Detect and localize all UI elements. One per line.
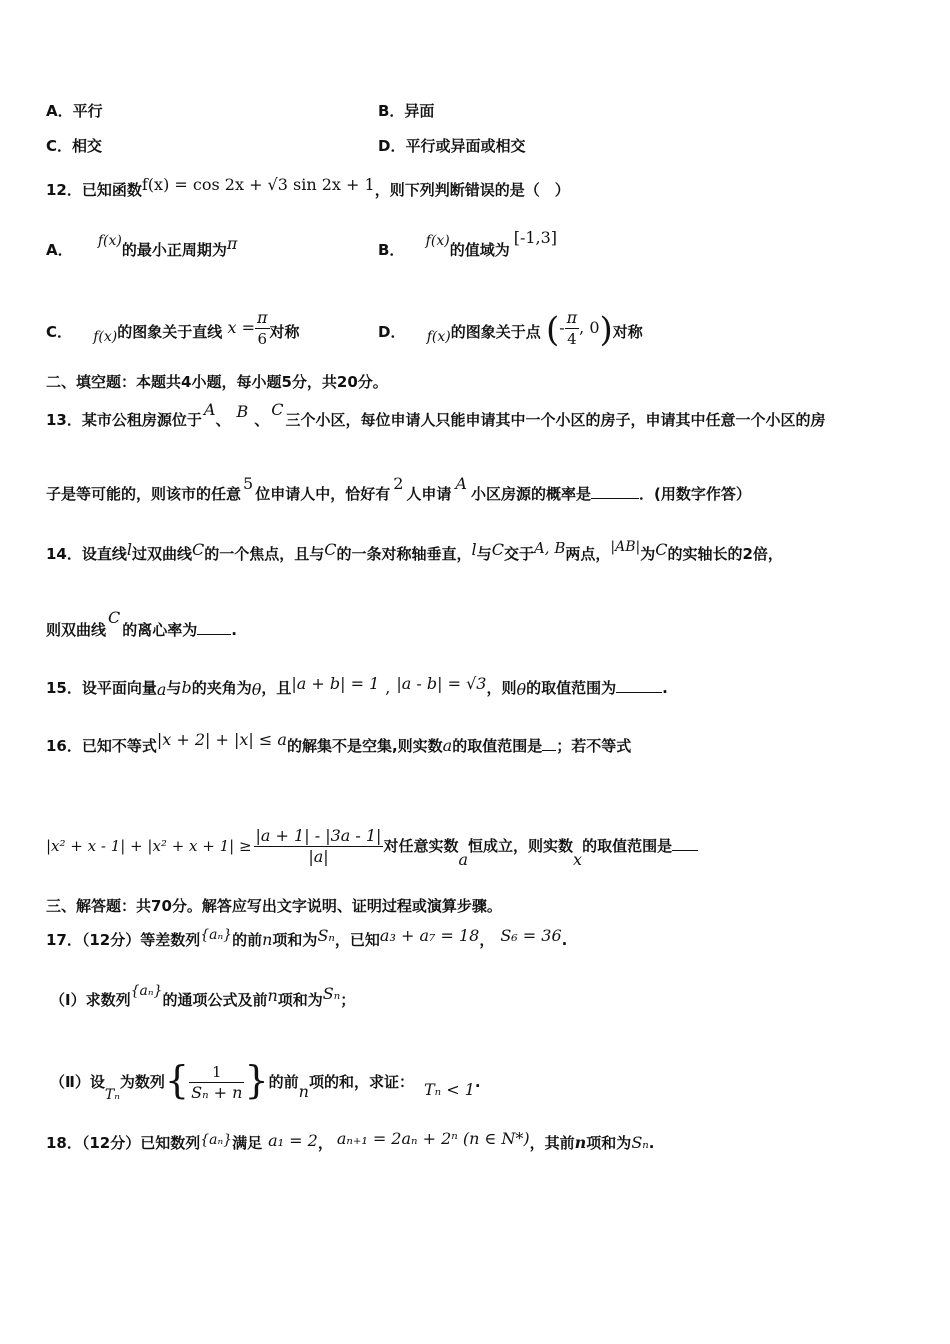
q12-c-label: C．	[46, 323, 73, 341]
q17-part2	[50, 1058, 481, 1103]
q17-p2-text-1: （Ⅱ）设	[50, 1073, 105, 1091]
q13-text-2: 三个小区，每位申请人只能申请其中一个小区的房子，申请其中任意一个小区的房	[285, 411, 826, 429]
q12-d-lparen: (	[545, 310, 560, 350]
q17-part1	[50, 983, 356, 1011]
q17-text-5: ，	[479, 931, 495, 949]
q13-text-7: ．(用数字作答）	[639, 485, 751, 503]
q13-text-3: 子是等可能的，则该市的任意	[46, 485, 242, 503]
q17-p1-text-2: 的通项公式及前	[162, 991, 268, 1009]
q12-d-minus: -	[559, 318, 565, 337]
q17-text-2: 的前	[232, 931, 263, 949]
q17-p2-lbrace: {	[164, 1058, 190, 1102]
q14-var-c5: C	[108, 608, 121, 627]
q14-text-5: 与	[476, 545, 492, 563]
q12-d-denominator: 4	[567, 330, 577, 348]
q18-text-6: .	[648, 1134, 655, 1152]
q14-abs-ab: |AB|	[610, 539, 641, 555]
q13-var-a2: A	[455, 474, 467, 493]
q15-var-theta: θ	[251, 680, 262, 699]
q18-eq-2: aₙ₊₁ = 2aₙ + 2ⁿ (n ∈ N*)	[336, 1129, 530, 1148]
q13-text-6: 小区房源的概率是	[470, 485, 591, 503]
q12-option-c	[46, 308, 300, 353]
q17-p2-var-n: n	[298, 1082, 309, 1101]
q17-var-n: n	[262, 930, 273, 949]
q13-line1	[46, 400, 826, 430]
q13-text-5: 人申请	[406, 485, 452, 503]
q14-var-c3: C	[491, 540, 504, 559]
q15-var-theta2: θ	[516, 680, 527, 699]
q12-d-tail: 对称	[612, 323, 643, 341]
q17-text-1: 17．（12分）等差数列	[46, 931, 201, 949]
q14-text-8: 为	[640, 545, 656, 563]
q12-option-a	[46, 233, 238, 261]
q13-var-b: B	[236, 402, 249, 421]
q12-c-fraction	[255, 308, 270, 349]
q12-option-d	[378, 308, 643, 353]
q14-text-6: 交于	[503, 545, 534, 563]
q14-var-c: C	[192, 540, 205, 559]
q16-answer-blank-1[interactable]	[542, 736, 556, 751]
q12-c-numerator: π	[257, 308, 268, 327]
q17-p1-text-3: 项和为	[277, 991, 323, 1009]
q14-text-10: 则双曲线	[46, 621, 107, 639]
q13-answer-blank[interactable]	[591, 484, 639, 499]
q15-var-a: a	[156, 680, 167, 699]
q16-text-6: 恒成立，则实数	[468, 837, 574, 855]
q18-text-5: 项和为	[586, 1134, 632, 1152]
q18-var-sn: Sₙ	[631, 1133, 649, 1152]
q12-d-numerator: π	[566, 308, 578, 327]
q12-d-fraction	[565, 308, 580, 349]
q15-eq-2: |a - b| = √3	[396, 674, 487, 693]
q16-fraction	[254, 826, 384, 867]
section-fill-in-title: 二、填空题：本题共4小题，每小题5分，共20分。	[46, 373, 388, 391]
q17-p2-text-4: 项的和，求证：	[308, 1073, 414, 1091]
q13-sep-2: 、	[254, 411, 270, 429]
q16-var-a2: a	[458, 850, 469, 869]
q16-lhs: |x² + x - 1| + |x² + x + 1| ≥	[46, 837, 252, 855]
q12-a-value: π	[226, 234, 238, 253]
q18-text-2: 满足	[232, 1134, 263, 1152]
q17-p1-text-1: （Ⅰ）求数列	[50, 991, 131, 1009]
q15-text-3: 的夹角为	[191, 679, 252, 697]
q11-option-c: C．相交	[46, 137, 103, 155]
q16-inequality: |x + 2| + |x| ≤ a	[156, 730, 287, 749]
q12-stem	[46, 175, 570, 200]
q17-stem	[46, 926, 568, 951]
q13-var-c: C	[271, 400, 284, 419]
q14-text-2: 过双曲线	[132, 545, 193, 563]
q15-text-6: 的取值范围为	[526, 679, 617, 697]
q12-b-text: 的值域为	[449, 241, 510, 259]
q12-function: f(x) = cos 2x + √3 sin 2x + 1	[141, 175, 375, 194]
q18-text-4: ，其前	[529, 1134, 575, 1152]
q13-var-a: A	[203, 400, 216, 419]
q18-var-n: n	[574, 1133, 587, 1152]
q17-p2-fraction	[189, 1062, 244, 1103]
q17-p2-text-2: 为数列	[119, 1073, 165, 1091]
q15-text-1: 15．设平面向量	[46, 679, 157, 697]
q17-p1-var-sn: Sₙ	[322, 984, 341, 1003]
q16-text-1: 16．已知不等式	[46, 737, 157, 755]
q15-eq-1: |a + b| = 1	[291, 674, 380, 693]
q16-text-2: 的解集不是空集,则实数	[286, 737, 443, 755]
q15-text-4: ，且	[261, 679, 292, 697]
q14-text-7: 两点，	[565, 545, 611, 563]
q17-p2-text-5: .	[474, 1073, 481, 1091]
q17-p2-var-tn: Tₙ	[104, 1087, 120, 1103]
q17-text-4: ，已知	[334, 931, 380, 949]
q11-option-d: D．平行或异面或相交	[378, 137, 526, 155]
q12-d-label: D．	[378, 323, 406, 341]
q14-line1	[46, 539, 783, 565]
q14-text-1: 14．设直线	[46, 545, 127, 563]
q14-var-c2: C	[324, 540, 337, 559]
q12-a-text: 的最小正周期为	[121, 241, 227, 259]
q16-text-7: 的取值范围是	[582, 837, 673, 855]
q17-eq-2: S₆ = 36	[500, 926, 562, 945]
q18-text-3: ，	[317, 1134, 333, 1152]
q15-text-7: .	[662, 679, 668, 697]
q12-b-func: f(x)	[425, 233, 450, 249]
q13-line2	[46, 474, 751, 504]
q18-stem	[46, 1129, 655, 1154]
q16-text-4: ；若不等式	[556, 737, 632, 755]
q12-c-func: f(x)	[93, 329, 118, 345]
q17-p1-sequence: {aₙ}	[130, 983, 163, 999]
q13-five: 5	[243, 474, 254, 493]
q18-eq-1: a₁ = 2	[268, 1131, 318, 1150]
q17-p2-denominator: Sₙ + n	[191, 1083, 243, 1102]
q12-number: 12．已知函数	[46, 181, 142, 199]
q16-fraction-denominator: |a|	[308, 847, 329, 866]
q15-text-5: ，则	[486, 679, 517, 697]
q15-comma: ,	[385, 678, 391, 697]
q16-line1	[46, 730, 632, 756]
q14-answer-blank[interactable]	[197, 620, 231, 635]
q11-option-b: B．异面	[378, 102, 435, 120]
q16-var-x: x	[573, 850, 583, 869]
q15-line	[46, 674, 668, 699]
q12-a-func: f(x)	[97, 233, 122, 249]
q14-text-11: 的离心率为	[122, 621, 198, 639]
q14-text-4: 的一条对称轴垂直，	[336, 545, 472, 563]
q12-c-denominator: 6	[257, 330, 268, 348]
q14-line2	[46, 608, 237, 640]
q12-d-text: 的图象关于点	[450, 323, 541, 341]
section-solution-title: 三、解答题：共70分。解答应写出文字说明、证明过程或演算步骤。	[46, 897, 502, 915]
q16-text-5: 对任意实数	[383, 837, 459, 855]
q17-p2-text-3: 的前	[268, 1073, 299, 1091]
q17-var-sn: Sₙ	[317, 926, 335, 945]
q17-text-3: 项和为	[272, 931, 318, 949]
q12-d-zero: , 0	[579, 318, 600, 337]
q12-b-value: [-1,3]	[513, 228, 558, 247]
q18-text-1: 18．（12分）已知数列	[46, 1134, 201, 1152]
q12-c-tail: 对称	[269, 323, 300, 341]
q12-c-text: 的图象关于直线	[117, 323, 223, 341]
q17-sequence: {aₙ}	[200, 927, 233, 943]
q14-text-12: .	[231, 621, 237, 639]
q15-var-b: b	[181, 678, 192, 697]
q12-c-x: x =	[227, 318, 256, 337]
q16-fraction-numerator: |a + 1| - |3a - 1|	[255, 826, 382, 845]
q16-line2	[46, 826, 698, 867]
q15-text-2: 与	[166, 679, 182, 697]
q17-p2-numerator: 1	[189, 1062, 244, 1083]
q12-a-label: A．	[46, 241, 73, 259]
q12-d-rparen: )	[599, 310, 613, 350]
q16-var-a: a	[442, 736, 453, 755]
q17-eq-1: a₃ + a₇ = 18	[379, 926, 480, 945]
q14-var-ab: A, B	[533, 539, 566, 557]
q17-p1-text-4: ；	[340, 991, 356, 1009]
q12-b-label: B．	[378, 241, 405, 259]
q13-sep-1: 、	[215, 411, 231, 429]
q12-tail: ，则下列判断错误的是（ ）	[374, 181, 570, 199]
q17-text-6: .	[561, 931, 568, 949]
q14-var-l: l	[126, 540, 132, 559]
q16-text-3: 的取值范围是	[452, 737, 543, 755]
q12-option-b	[378, 228, 558, 261]
q14-text-9: 的实轴长的2倍，	[667, 545, 783, 563]
q17-p1-var-n: n	[267, 986, 278, 1005]
q13-text-1: 13．某市公租房源位于	[46, 411, 202, 429]
q15-answer-blank[interactable]	[616, 678, 662, 693]
q14-var-l2: l	[471, 540, 477, 559]
q16-answer-blank-2[interactable]	[672, 836, 698, 851]
q17-p2-ineq: Tₙ < 1	[423, 1080, 475, 1099]
q14-var-c4: C	[655, 540, 668, 559]
q11-option-a: A．平行	[46, 102, 103, 120]
q13-two: 2	[393, 474, 404, 493]
q18-sequence: {aₙ}	[200, 1132, 233, 1148]
q13-text-4: 位申请人中，恰好有	[255, 485, 391, 503]
q17-p2-rbrace: }	[244, 1058, 269, 1102]
q12-d-func: f(x)	[426, 329, 451, 345]
q14-text-3: 的一个焦点，且与	[204, 545, 325, 563]
